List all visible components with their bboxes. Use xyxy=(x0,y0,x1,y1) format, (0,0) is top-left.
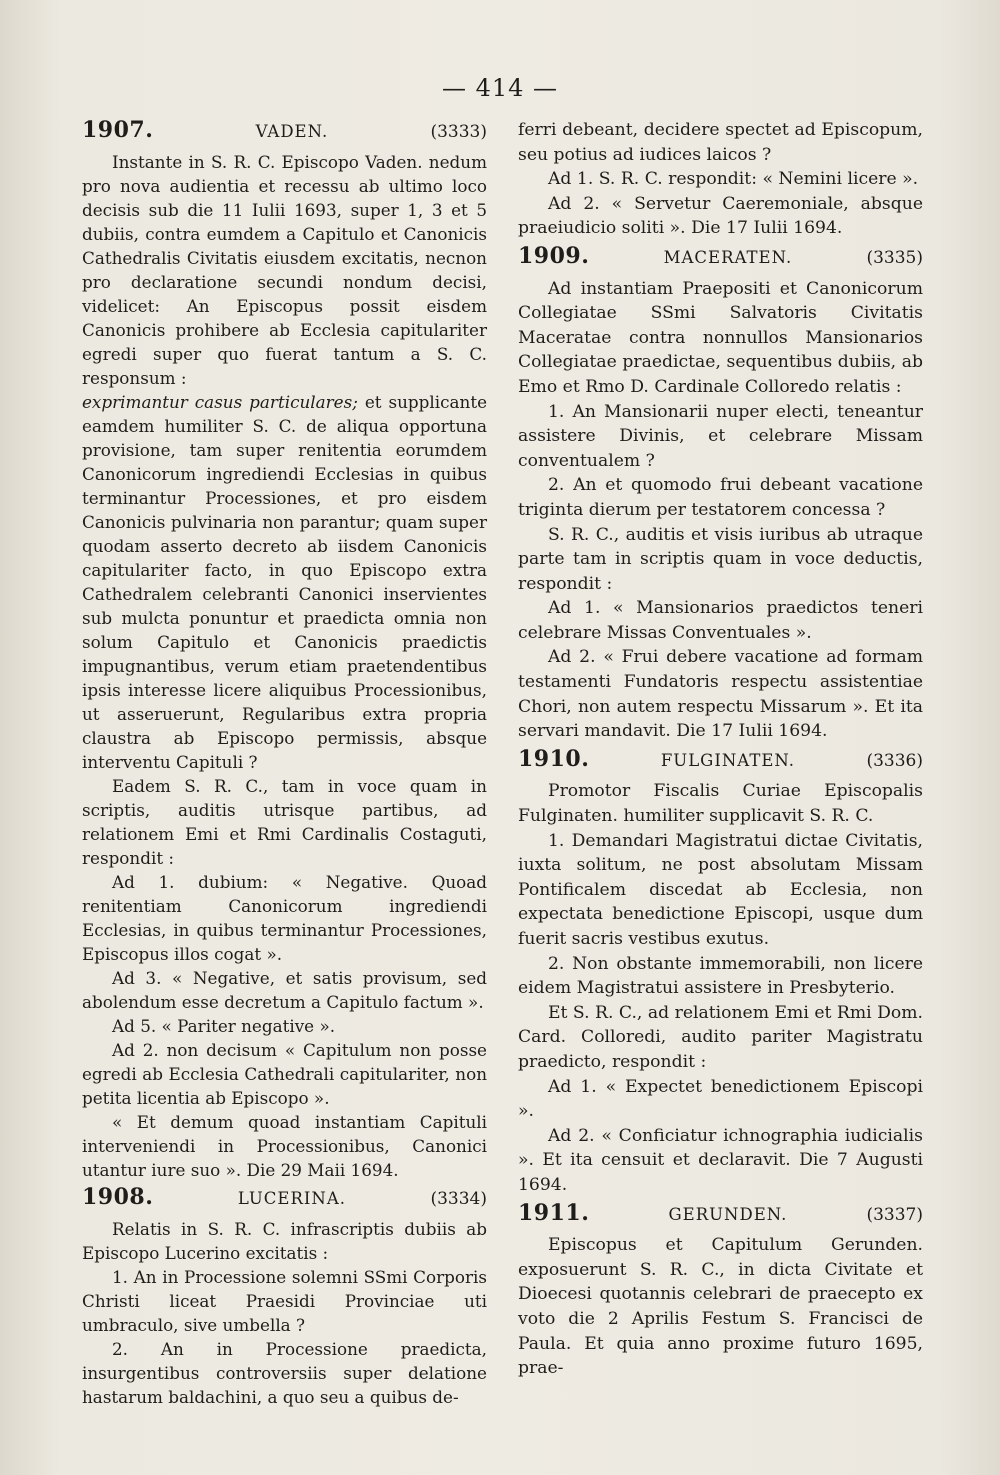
left-column xyxy=(82,118,487,1409)
entry-place: LUCERINA. xyxy=(237,1189,347,1208)
entry-reference: (3337) xyxy=(866,1204,923,1225)
paragraph xyxy=(518,596,923,645)
paragraph xyxy=(518,645,923,743)
italic-phrase: exprimantur casus particulares; xyxy=(82,392,358,412)
entry-number: 1907. xyxy=(82,117,154,143)
paragraph-text: Promotor Fiscalis Curiae Episcopalis Fulginaten. humiliter supplicavit S. R. C. xyxy=(518,781,923,827)
paragraph-text: Episcopus et Capitulum Gerunden. exposuerunt S. R. C., in dicta Civitate et Dioecesi quotannis celebrari de praecepto ex voto die 2 Aprilis Festum S. Francisci de Paula. Et quia anno proxime futuro 1695, prae- xyxy=(518,1235,923,1379)
paragraph xyxy=(518,523,923,597)
paragraph-text: Ad 2. « Frui debere vacatione ad formam testamenti Fundatoris respectu assistentiae Chori, non autem respectu Missarum ». Et ita servari mandavit. Die 17 Iulii 1694. xyxy=(518,647,923,742)
paragraph xyxy=(518,192,923,241)
paragraph xyxy=(518,400,923,474)
entry-heading xyxy=(82,1185,487,1211)
entry-number: 1908. xyxy=(82,1184,154,1210)
paragraph xyxy=(518,1001,923,1075)
paragraph-text: 1. Demandari Magistratui dictae Civitatis, iuxta solitum, ne post absolutam Missam Pontificalem discedat ab Ecclesia, non expectata benedictione Episcopi, usque dum fuerit sacris vestibus exutus. xyxy=(518,830,923,949)
paragraph-text: Ad 2. non decisum « Capitulum non posse egredi ab Ecclesia Cathedrali capitulariter, non petita licentia ab Episcopo ». xyxy=(82,1040,487,1108)
paragraph-text: 1. An in Processione solemni SSmi Corporis Christi liceat Praesidi Provinciae uti umbraculo, sive umbella ? xyxy=(82,1267,487,1335)
paragraph-text: Ad 1. dubium: « Negative. Quoad renitentiam Canonicorum ingrediendi Ecclesias, in quibus terminantur Processiones, Episcopus illos cogat ». xyxy=(82,872,487,964)
paragraph-text: Instante in S. R. C. Episcopo Vaden. nedum pro nova audientia et recessu ab ultimo loco decisis sub die 11 Iulii 1693, super 1, 3 et 5 dubiis, contra eumdem a Capitulo et Canonicis Cathedralis Civitatis eiusdem excitatis, necnon pro declaratione secundi nondum decisi, videlicet: An Episcopus possit eisdem Canonicis prohibere ab Ecclesia capitulariter egredi super quo fuerat tantum a S. C. responsum : xyxy=(82,152,487,388)
entry-heading xyxy=(518,244,923,271)
paragraph xyxy=(82,1265,487,1337)
paragraph-text: Ad 3. « Negative, et satis provisum, sed abolendum esse decretum a Capitulo factum ». xyxy=(82,968,487,1012)
paragraph-text: et supplicante eamdem humiliter S. C. de aliqua opportuna provisione, tam super renitentia eorumdem Canonicorum ingrediendi Ecclesias in quibus terminantur Processiones, et pro eisdem Canonicis pulvinaria non parantur; quam super quodam asserto decreto ab iisdem Canonicis capitulariter facto, in quo Episcopo extra Cathedralem celebranti Canonici inservientes sub mulcta ponuntur et praedicta omnia non solum Capitulo et Canonicis praedictis impugnantibus, verum etiam praetendentibus ipsis interesse licere aliquibus Processionibus, ut asseruerunt, Regularibus extra propria claustra ab Episcopo permissis, absque interventu Capituli ? xyxy=(82,392,488,772)
entry-reference: (3333) xyxy=(430,122,487,142)
entry-heading xyxy=(82,118,487,144)
entry-heading xyxy=(518,1201,923,1228)
entry-reference: (3334) xyxy=(430,1189,487,1209)
entry-reference: (3335) xyxy=(866,247,923,268)
paragraph-text: « Et demum quoad instantiam Capituli interveniendi in Processionibus, Canonici utantur iure suo ». Die 29 Maii 1694. xyxy=(82,1112,487,1180)
paragraph xyxy=(518,829,923,952)
paragraph-text: ferri debeant, decidere spectet ad Episcopum, seu potius ad iudices laicos ? xyxy=(518,120,923,165)
paragraph-text: 1. An Mansionarii nuper electi, teneantur assistere Divinis, et celebrare Missam conventualem ? xyxy=(518,401,923,471)
paragraph xyxy=(82,1110,487,1182)
paragraph xyxy=(518,167,923,192)
paragraph xyxy=(518,1075,923,1124)
paragraph xyxy=(82,150,487,390)
paragraph xyxy=(82,774,487,870)
paragraph-text: Ad 1. « Mansionarios praedictos teneri celebrare Missas Conventuales ». xyxy=(518,598,923,643)
paragraph xyxy=(518,779,923,828)
entry-place: GERUNDEN. xyxy=(668,1204,788,1224)
paragraph-text: Ad 5. « Pariter negative ». xyxy=(112,1016,336,1036)
paragraph xyxy=(518,1124,923,1198)
paragraph xyxy=(82,390,487,774)
paragraph xyxy=(518,277,923,400)
paragraph-text: Eadem S. R. C., tam in voce quam in scriptis, auditis utrisque partibus, ad relationem Emi et Rmi Cardinalis Costaguti, respondit : xyxy=(82,776,487,868)
paragraph-text: Ad 1. S. R. C. respondit: « Nemini licere ». xyxy=(548,169,919,190)
paragraph xyxy=(518,118,923,167)
paragraph-text: Ad 2. « Conficiatur ichnographia iudicialis ». Et ita censuit et declaravit. Die 7 Augusti 1694. xyxy=(518,1125,923,1195)
page-number: — 414 — xyxy=(441,74,559,102)
paragraph xyxy=(82,1038,487,1110)
paragraph-text: Ad 2. « Servetur Caeremoniale, absque praeiudicio soliti ». Die 17 Iulii 1694. xyxy=(518,193,923,239)
entry-number: 1909. xyxy=(518,242,590,269)
paragraph-text: Ad 1. « Expectet benedictionem Episcopi ». xyxy=(518,1076,923,1122)
paragraph xyxy=(82,966,487,1014)
entry-place: FULGINATEN. xyxy=(660,750,795,770)
paragraph xyxy=(82,1014,487,1038)
paragraph xyxy=(518,473,923,522)
paragraph-text: Ad instantiam Praepositi et Canonicorum Collegiatae SSmi Salvatoris Civitatis Maceratae contra nonnullos Mansionarios Collegiatae praedictae, sequentibus dubiis, ab Emo et Rmo D. Cardinale Colloredo relatis : xyxy=(518,278,923,397)
entry-place: MACERATEN. xyxy=(663,247,793,267)
paragraph-text: S. R. C., auditis et visis iuribus ab utraque parte tam in scriptis quam in voce deductis, respondit : xyxy=(518,524,923,594)
paragraph-text: 2. Non obstante immemorabili, non licere eidem Magistratui assistere in Presbyterio. xyxy=(518,953,923,999)
paragraph xyxy=(518,952,923,1001)
entry-heading xyxy=(518,747,923,774)
paragraph-text: Relatis in S. R. C. infrascriptis dubiis ab Episcopo Lucerino excitatis : xyxy=(82,1219,487,1263)
paragraph-text: 2. An et quomodo frui debeant vacatione triginta dierum per testatorem concessa ? xyxy=(518,475,923,520)
paragraph xyxy=(82,1217,487,1265)
paragraph-text: Et S. R. C., ad relationem Emi et Rmi Dom. Card. Colloredi, audito pariter Magistratu praedicto, respondit : xyxy=(518,1002,923,1072)
paragraph xyxy=(82,870,487,966)
paragraph xyxy=(82,1337,487,1409)
paragraph-text: 2. An in Processione praedicta, insurgentibus controversiis super delatione hastarum baldachini, a quo seu a quibus de- xyxy=(82,1339,487,1407)
entry-place: VADEN. xyxy=(255,122,329,141)
paragraph xyxy=(518,1233,923,1381)
right-column xyxy=(518,118,923,1381)
entry-reference: (3336) xyxy=(866,750,923,771)
entry-number: 1910. xyxy=(518,745,590,772)
entry-number: 1911. xyxy=(518,1199,590,1226)
